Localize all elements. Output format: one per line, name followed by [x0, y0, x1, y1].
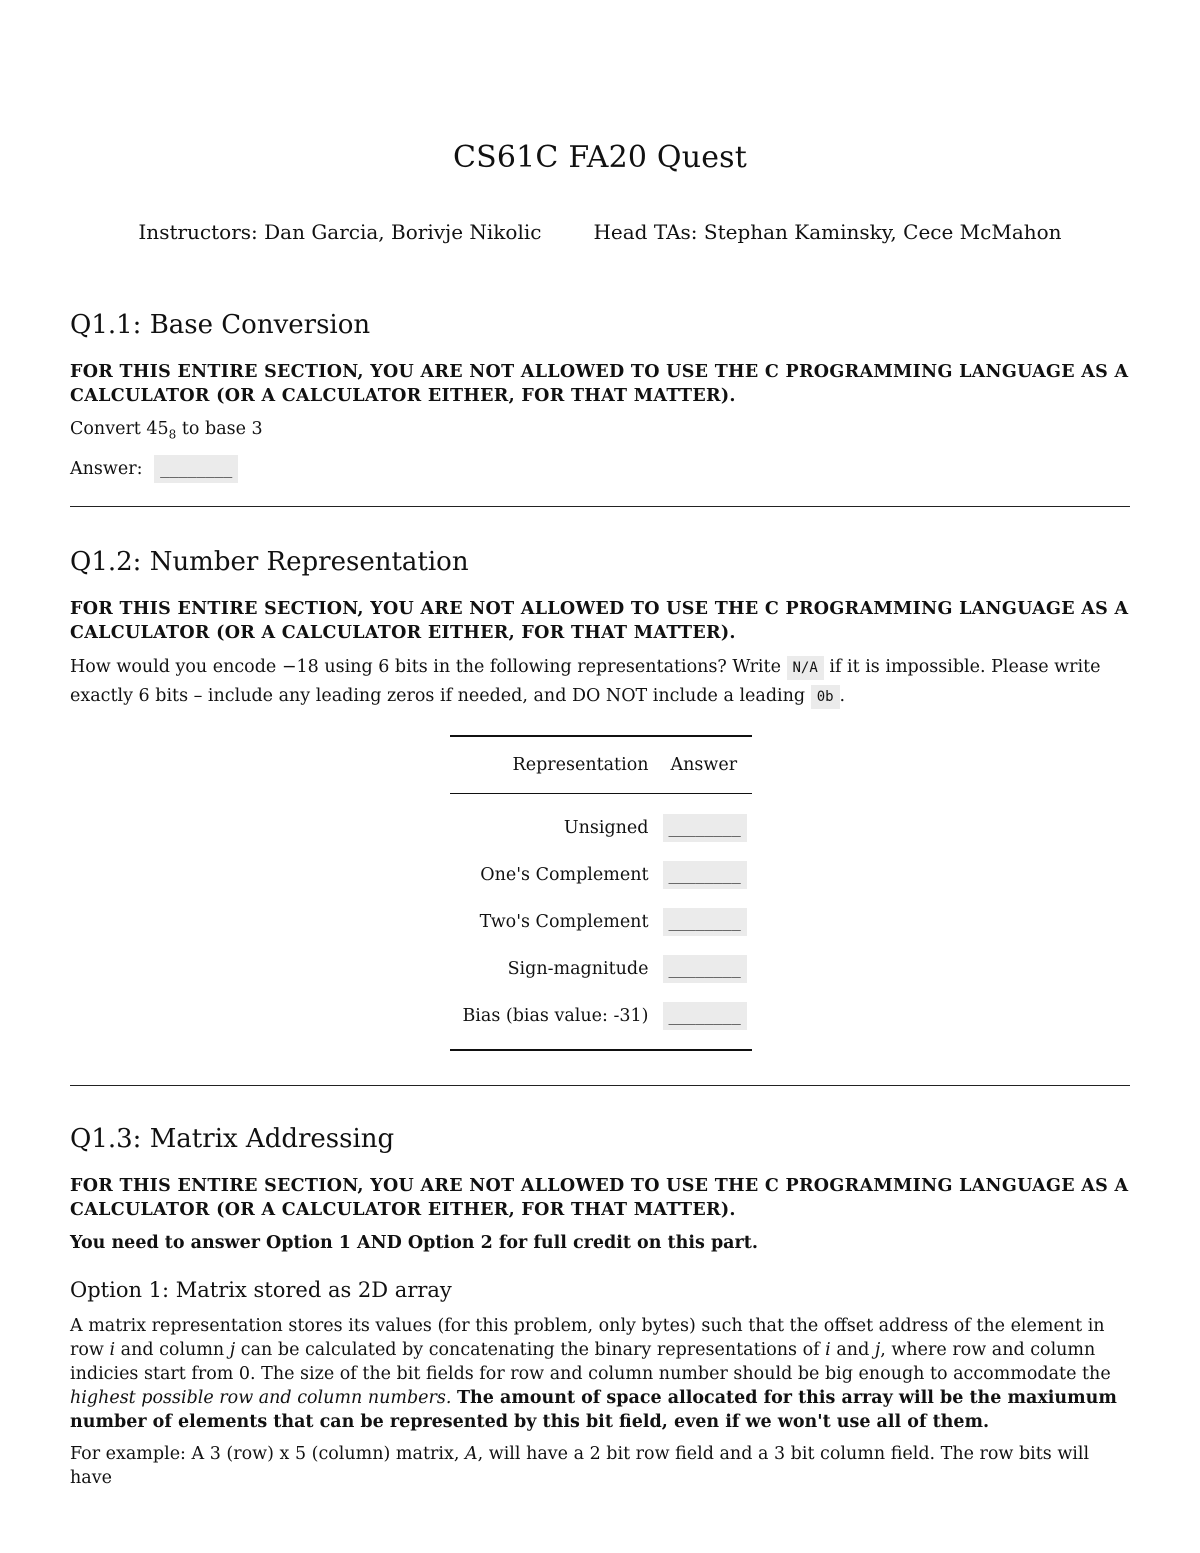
representation-table: [450, 735, 752, 1051]
calculator-warning: FOR THIS ENTIRE SECTION, YOU ARE NOT ALLOWED TO USE THE C PROGRAMMING LANGUAGE AS A CALCULATOR (OR A CALCULATOR EITHER, FOR THAT MATTER).: [70, 599, 1129, 643]
section-q1-1: [70, 310, 1130, 484]
section-heading: Q1.1: Base Conversion: [70, 310, 371, 340]
answer-field[interactable]: ________: [154, 455, 238, 483]
row-label: Two's Complement: [479, 911, 649, 932]
calculator-warning: FOR THIS ENTIRE SECTION, YOU ARE NOT ALLOWED TO USE THE C PROGRAMMING LANGUAGE AS A CALCULATOR (OR A CALCULATOR EITHER, FOR THAT MATTER).: [70, 362, 1129, 406]
code-na: N/A: [787, 656, 824, 680]
head-tas: Head TAs: Stephan Kaminsky, Cece McMahon: [593, 220, 1062, 244]
table-row: [450, 794, 752, 852]
section-heading: Q1.3: Matrix Addressing: [70, 1124, 395, 1154]
answer-field[interactable]: ________: [663, 814, 747, 842]
calculator-warning: FOR THIS ENTIRE SECTION, YOU ARE NOT ALLOWED TO USE THE C PROGRAMMING LANGUAGE AS A CALCULATOR (OR A CALCULATOR EITHER, FOR THAT MATTER).: [70, 1176, 1129, 1220]
answer-field[interactable]: ________: [663, 861, 747, 889]
question-prompt: Convert $45_8$ to base 3: [70, 419, 263, 442]
document-title: CS61C FA20 Quest: [452, 140, 748, 175]
answer-field[interactable]: ________: [663, 908, 747, 936]
credit-note: You need to answer Option 1 AND Option 2 for full credit on this part.: [70, 1233, 758, 1253]
row-label: Sign-magnitude: [507, 958, 649, 979]
row-label: Unsigned: [563, 817, 649, 838]
table-row: [450, 992, 752, 1050]
section-q1-2: [70, 547, 1130, 711]
question-prompt: How would you encode −18 using 6 bits in the following representations? Write N/A if it is impossible. Please write exactly 6 bits – include any leading zeros if needed, and DO NOT include a leading 0b .: [70, 653, 1130, 711]
table-row: [450, 851, 752, 898]
column-header-answer: Answer: [663, 736, 753, 794]
divider: [70, 506, 1130, 507]
column-header-representation: Representation: [450, 736, 663, 794]
code-0b: 0b: [811, 685, 840, 709]
section-q1-3: [70, 1124, 1130, 1490]
option-1-description: A matrix representation stores its values (for this problem, only bytes) such that the offset address of the element in row i and column j can be calculated by concatenating the binary representations of i and j, where row and column indicies start from 0. The size of the bit fields for row and column number should be big enough to accommodate the highest possible row and column numbers. The amount of space allocated for this array will be the maxiumum number of elements that can be represented by this bit field, even if we won't use all of them.: [70, 1316, 1117, 1432]
section-heading: Q1.2: Number Representation: [70, 547, 469, 577]
table-row: [450, 898, 752, 945]
row-label: One's Complement: [480, 864, 649, 885]
answer-field[interactable]: ________: [663, 955, 747, 983]
answer-row: [70, 455, 1130, 484]
answer-field[interactable]: ________: [663, 1002, 747, 1030]
staff-line: [70, 220, 1130, 244]
instructors: Instructors: Dan Garcia, Borivje Nikolic: [138, 220, 542, 244]
table-row: [450, 945, 752, 992]
answer-label: Answer:: [70, 458, 143, 479]
option-1-example: For example: A 3 (row) x 5 (column) matrix, A, will have a 2 bit row field and a 3 bit column field. The row bits will have: [70, 1444, 1090, 1488]
divider: [70, 1085, 1130, 1086]
option-1-heading: Option 1: Matrix stored as 2D array: [70, 1278, 452, 1302]
row-label: Bias (bias value: -31): [462, 1005, 649, 1026]
